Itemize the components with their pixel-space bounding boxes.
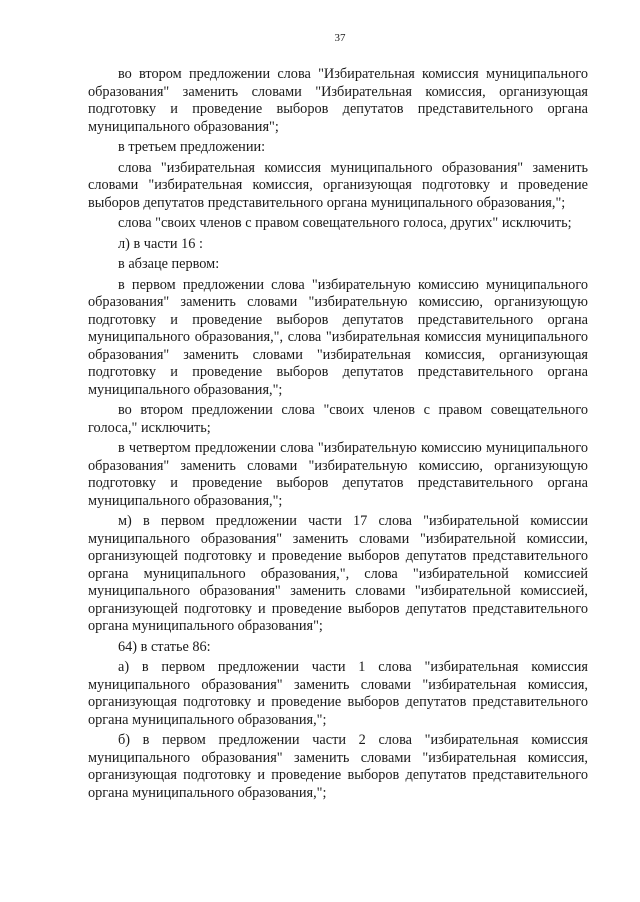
paragraph-12: а) в первом предложении части 1 слова "избирательная комиссия муниципального образования" заменить словами "избирательная комиссия, организующая подготовку и проведение выборов депутатов представительного органа муниципального образования,"; <box>88 659 588 728</box>
paragraph-6: в абзаце первом: <box>118 256 220 272</box>
paragraph-3: слова "избирательная комиссия муниципального образования" заменить словами "избирательная комиссия, организующая подготовку и проведение выборов депутатов представительного органа муниципального образования,"; <box>88 159 588 211</box>
paragraph-8: во втором предложении слова "своих членов с правом совещательного голоса," исключить; <box>88 402 588 436</box>
paragraph-9: в четвертом предложении слова "избирательную комиссию муниципального образования" заменить словами "избирательную комиссию, организующую подготовку и проведение выборов депутатов представительного органа муниципального образования,"; <box>88 440 588 509</box>
paragraph-13: б) в первом предложении части 2 слова "избирательная комиссия муниципального образования" заменить словами "избирательная комиссия, организующая подготовку и проведение выборов депутатов представительного органа муниципального образования,"; <box>88 732 588 801</box>
document-body <box>88 66 588 802</box>
paragraph-11: 64) в статье 86: <box>118 638 211 655</box>
paragraph-7: в первом предложении слова "избирательную комиссию муниципального образования" заменить словами "избирательную комиссию, организующую подготовку и проведение выборов депутатов представительного органа муниципального образования,", слова "избирательная комиссия муниципального образования" заменить словами "избирательная комиссия, организующая подготовку и проведение выборов депутатов представительного органа муниципального образования,"; <box>88 276 588 398</box>
paragraph-2: в третьем предложении: <box>118 139 266 155</box>
paragraph-1: во втором предложении слова "Избирательная комиссия муниципального образования" заменить словами "Избирательная комиссия, организующая подготовку и проведение выборов депутатов представительного органа муниципального образования"; <box>88 66 588 135</box>
paragraph-4: слова "своих членов с правом совещательного голоса, других" исключить; <box>118 215 572 231</box>
page-number: 37 <box>334 32 346 44</box>
paragraph-10: м) в первом предложении части 17 слова "избирательной комиссии муниципального образования" заменить словами "избирательной комиссии, организующей подготовку и проведение выборов депутатов представительного органа муниципального образования,", слова "избирательной комиссией муниципального образования" заменить словами "избирательной комиссией, организующей подготовку и проведение выборов депутатов представительного органа муниципального образования"; <box>88 513 588 634</box>
paragraph-5: л) в части 16 : <box>118 235 203 252</box>
